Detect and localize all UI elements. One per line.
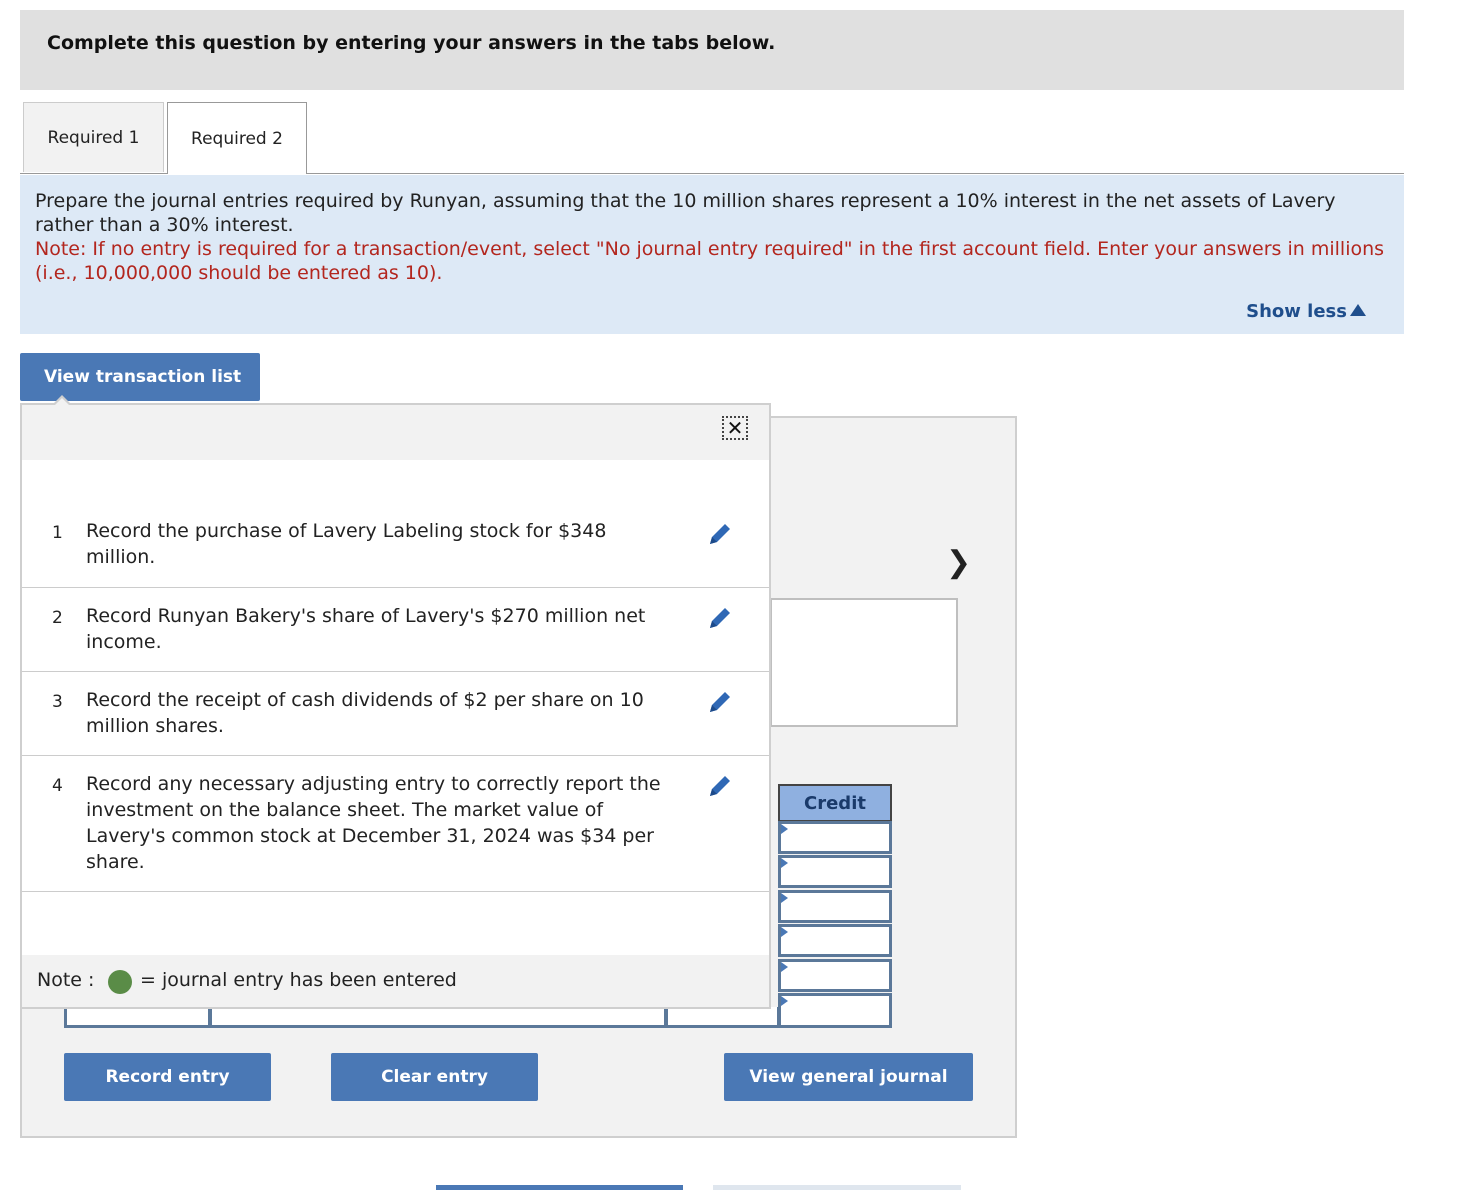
popup-pointer-inner [54,398,70,406]
cell-marker-icon [781,927,788,937]
cell-marker-icon [781,893,788,903]
chevron-right-icon[interactable]: ❯ [946,545,972,580]
account-input[interactable] [209,1007,667,1028]
prev-button-edge[interactable] [436,1185,683,1190]
debit-input[interactable] [665,1007,780,1028]
credit-input[interactable] [778,959,892,992]
cell-marker-icon [781,962,788,972]
triangle-up-icon [1350,304,1366,316]
show-less-link[interactable] [1246,300,1366,324]
note-text: = journal entry has been entered [140,969,457,991]
list-item[interactable] [22,588,769,672]
credit-input[interactable] [778,821,892,854]
popup-header [22,405,769,460]
close-icon[interactable]: ✕ [722,416,748,440]
list-item[interactable] [22,460,769,588]
transaction-description: Record the receipt of cash dividends of $2 per share on 10 million shares. [86,689,644,737]
record-entry-button[interactable]: Record entry [64,1053,271,1101]
clear-entry-button[interactable]: Clear entry [331,1053,538,1101]
pencil-icon[interactable] [706,688,734,723]
cell-marker-icon [781,996,788,1006]
instructions-panel [20,175,1404,334]
credit-input[interactable] [778,924,892,957]
pencil-icon[interactable] [706,520,734,555]
transaction-number: 4 [52,776,63,796]
transaction-description: Record any necessary adjusting entry to correctly report the investment on the balance sheet. The market value of Lavery's common stock at December 31, 2024 was $34 per share. [86,773,661,873]
view-general-journal-button[interactable]: View general journal [724,1053,973,1101]
tab-required-1[interactable]: Required 1 [23,102,164,172]
page-title: Complete this question by entering your answers in the tabs below. [47,32,776,54]
credit-input[interactable] [778,890,892,923]
credit-column-header: Credit [778,784,892,822]
pencil-icon[interactable] [706,604,734,639]
list-item[interactable] [22,672,769,756]
transaction-number: 3 [52,692,63,712]
show-less-label: Show less [1246,301,1347,322]
credit-input[interactable] [778,993,892,1028]
entered-indicator-icon [108,970,132,994]
instructions-text: Prepare the journal entries required by Runyan, assuming that the 10 million shares represent a 10% interest in the net assets of Lavery rather than a 30% interest. [35,190,1336,236]
transaction-list-popup [20,403,771,1009]
note-label: Note : [37,969,95,991]
transaction-input[interactable] [64,1007,211,1028]
tab-required-2[interactable]: Required 2 [167,102,307,174]
credit-input[interactable] [778,855,892,888]
next-button-edge[interactable] [713,1185,961,1190]
transaction-number: 1 [52,523,63,543]
list-item[interactable] [22,756,769,892]
pencil-icon[interactable] [706,772,734,807]
popup-note [22,955,769,1007]
instructions-note: Note: If no entry is required for a transaction/event, select "No journal entry required" in the first account field. Enter your answers in millions (i.e., 10,000,000 should be entered as 10). [35,238,1385,284]
cell-marker-icon [781,858,788,868]
entry-info-box [770,598,958,727]
transaction-number: 2 [52,608,63,628]
header-bar [20,10,1404,90]
transaction-description: Record the purchase of Lavery Labeling stock for $348 million. [86,520,607,568]
cell-marker-icon [781,824,788,834]
view-transaction-list-button[interactable]: View transaction list [20,353,260,401]
tab-bar [20,102,1404,174]
transaction-description: Record Runyan Bakery's share of Lavery's $270 million net income. [86,605,646,653]
